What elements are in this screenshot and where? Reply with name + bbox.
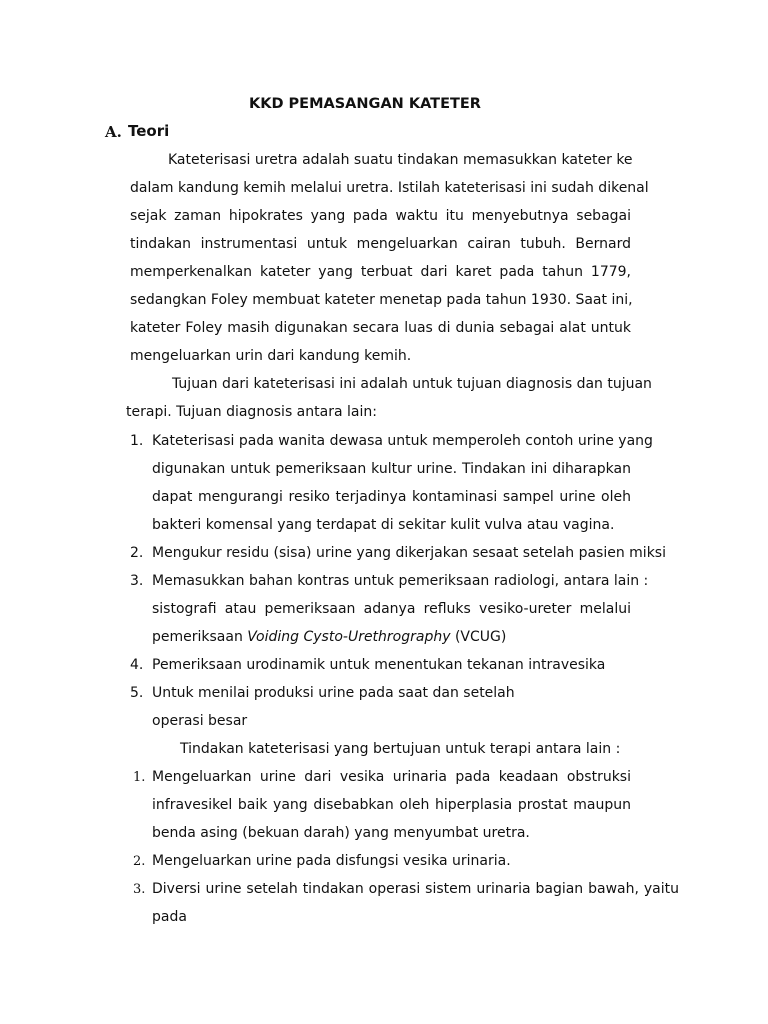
list-item-line: Mengeluarkan urine dari vesika urinaria pada keadaan obstruksi [152,769,631,785]
list-item-line: infravesikel baik yang disebabkan oleh hiperplasia prostat maupun [152,797,631,813]
paragraph-line: tindakan instrumentasi untuk mengeluarkan cairan tubuh. Bernard [130,236,631,252]
paragraph-line: kateter Foley masih digunakan secara luas di dunia sebagai alat untuk [130,320,631,336]
list-number: 5. [130,685,144,701]
list-item-line: Diversi urine setelah tindakan operasi sistem urinaria bagian bawah, yaitu [152,881,679,897]
list-number: 2. [133,854,146,869]
paragraph-line: mengeluarkan urin dari kandung kemih. [130,348,412,364]
paragraph-line: dalam kandung kemih melalui uretra. Istilah kateterisasi ini sudah dikenal [130,180,649,196]
list-number: 1. [130,433,144,449]
italic-term: Voiding Cysto-Urethrography [247,629,451,645]
list-number: 2. [130,545,144,561]
text-run: pemeriksaan [152,629,248,645]
paragraph-line: sejak zaman hipokrates yang pada waktu itu menyebutnya sebagai [130,208,631,224]
list-number: 3. [133,882,146,897]
paragraph-line: Kateterisasi uretra adalah suatu tindakan memasukkan kateter ke [168,152,633,168]
list-item-line: digunakan untuk pemeriksaan kultur urine. Tindakan ini diharapkan [152,461,631,477]
list-item-line: bakteri komensal yang terdapat di sekitar kulit vulva atau vagina. [152,517,615,533]
list-number: 4. [130,657,144,673]
text-run: (VCUG) [450,629,507,645]
list-item-line: pada [152,909,187,925]
list-item-line: Memasukkan bahan kontras untuk pemeriksaan radiologi, antara lain : [152,573,649,589]
document-title: KKD PEMASANGAN KATETER [249,96,481,112]
list-item-line: Mengeluarkan urine pada disfungsi vesika urinaria. [152,853,511,869]
paragraph-line: Tindakan kateterisasi yang bertujuan untuk terapi antara lain : [180,741,621,757]
list-number: 1. [133,770,146,785]
section-title: Teori [128,122,170,140]
section-letter: A. [105,123,122,141]
list-item-line: Pemeriksaan urodinamik untuk menentukan tekanan intravesika [152,657,606,673]
list-number: 3. [130,573,144,589]
list-item-line: sistografi atau pemeriksaan adanya refluks vesiko-ureter melalui [152,601,631,617]
list-item-line: benda asing (bekuan darah) yang menyumbat uretra. [152,825,530,841]
paragraph-line: memperkenalkan kateter yang terbuat dari karet pada tahun 1779, [130,264,631,280]
list-item-line: Untuk menilai produksi urine pada saat dan setelah [152,685,515,701]
list-item-line: dapat mengurangi resiko terjadinya kontaminasi sampel urine oleh [152,489,631,505]
list-item-line: Kateterisasi pada wanita dewasa untuk memperoleh contoh urine yang [152,433,653,449]
paragraph-line: terapi. Tujuan diagnosis antara lain: [126,404,377,420]
list-item-line: operasi besar [152,713,248,729]
list-item-line: Mengukur residu (sisa) urine yang dikerjakan sesaat setelah pasien miksi [152,545,666,561]
list-item-line [152,628,506,646]
paragraph-line: Tujuan dari kateterisasi ini adalah untuk tujuan diagnosis dan tujuan [172,376,652,392]
paragraph-line: sedangkan Foley membuat kateter menetap pada tahun 1930. Saat ini, [130,292,633,308]
